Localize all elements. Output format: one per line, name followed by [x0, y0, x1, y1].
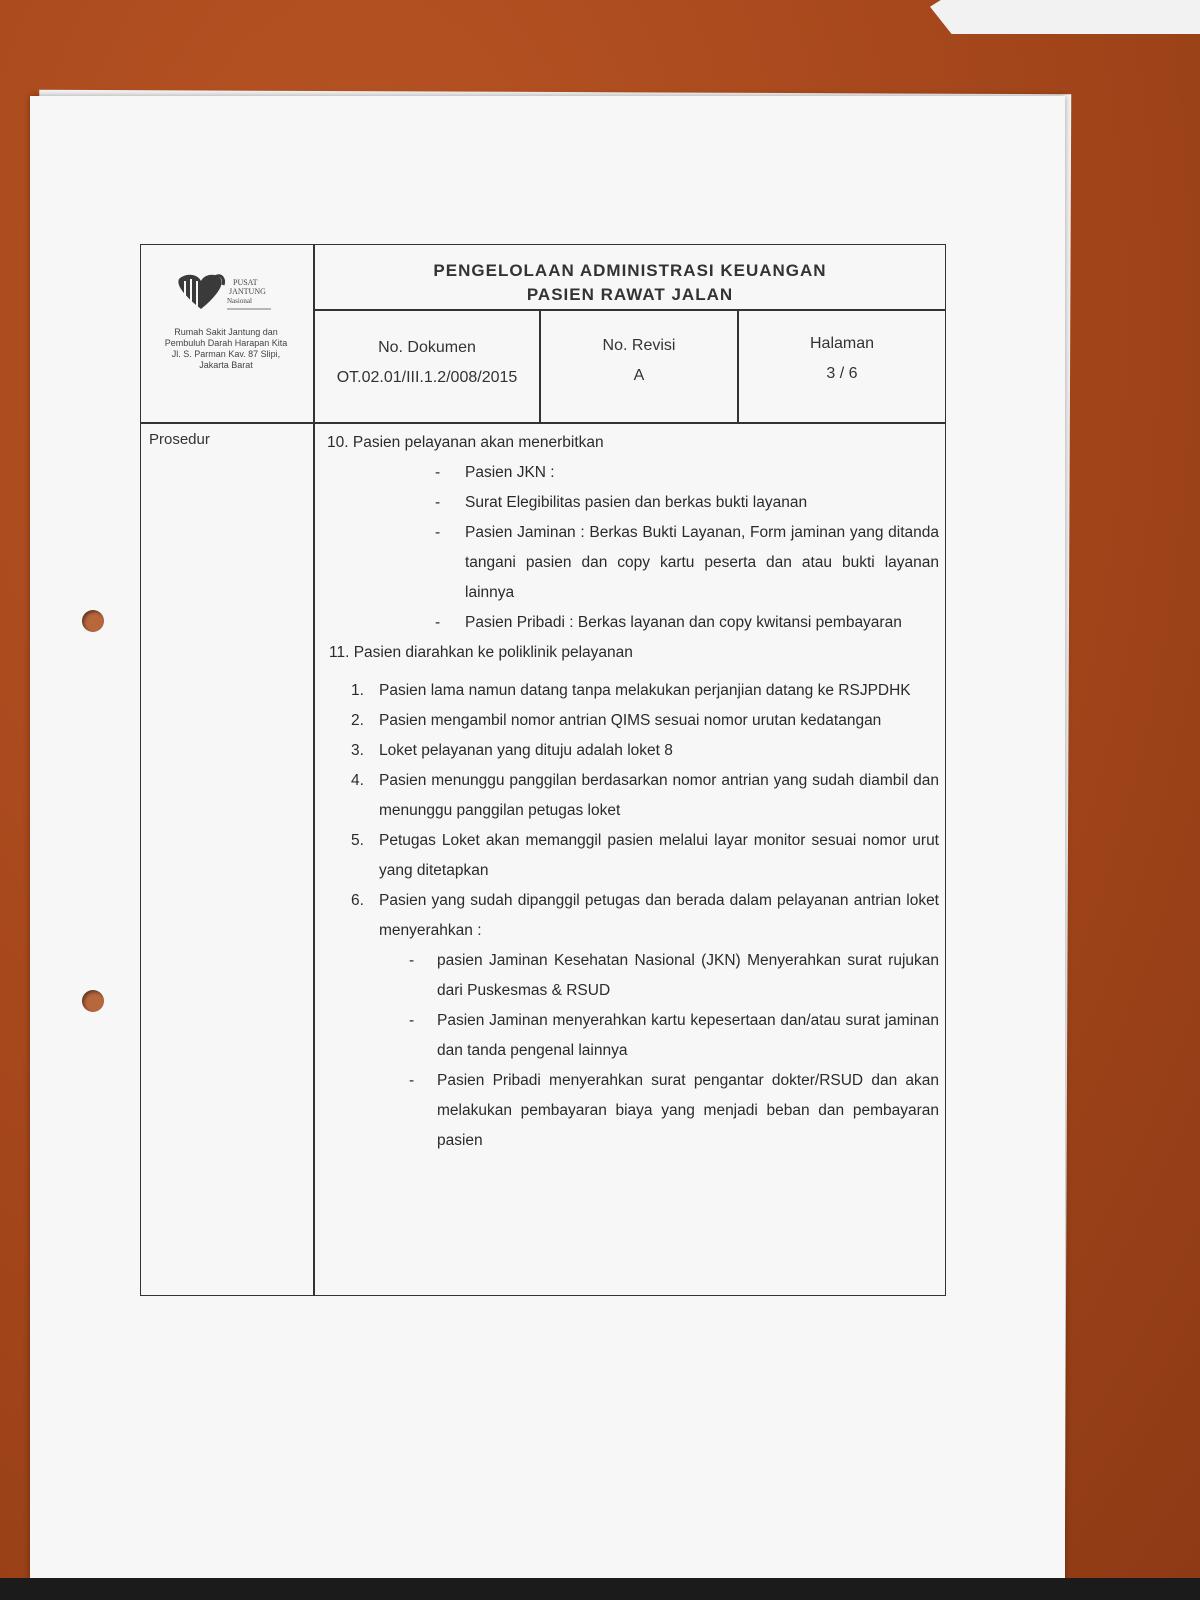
sub-item-number: 4.	[351, 772, 364, 789]
bullet-dash: -	[409, 1012, 415, 1029]
list-item	[327, 458, 939, 488]
paper-scrap	[930, 0, 1200, 34]
sub-item	[327, 706, 939, 736]
heart-logo-icon	[171, 271, 281, 315]
bullet-dash: -	[435, 524, 441, 541]
sub-item	[327, 676, 939, 706]
hospital-logo-cell	[151, 253, 301, 421]
no-dokumen-value: OT.02.01/III.1.2/008/2015	[336, 369, 518, 386]
procedure-content	[327, 428, 939, 1156]
sub-item-text: Petugas Loket akan memanggil pasien melalui layar monitor sesuai nomor urut yang ditetapkan	[379, 832, 939, 879]
hospital-address	[151, 327, 301, 371]
list-item	[327, 1066, 939, 1156]
logo-text-pusat: PUSAT	[233, 278, 258, 287]
sub-item-text: Pasien mengambil nomor antrian QIMS sesuai nomor urutan kedatangan	[379, 712, 882, 729]
bullet-text: Pasien Jaminan : Berkas Bukti Layanan, Form jaminan yang ditanda tangani pasien dan copy kartu peserta dan atau bukti layanan lainnya	[465, 524, 939, 601]
sop-table	[140, 244, 946, 1296]
sub-item-number: 3.	[351, 742, 364, 759]
hospital-name-line: Rumah Sakit Jantung dan	[174, 327, 278, 337]
sub-item-text: Pasien yang sudah dipanggil petugas dan berada dalam pelayanan antrian loket menyerahkan :	[379, 892, 939, 939]
item-11	[327, 638, 939, 668]
list-item	[327, 946, 939, 1006]
list-item	[327, 488, 939, 518]
column-divider	[313, 245, 315, 1295]
no-dokumen-label: No. Dokumen	[378, 339, 476, 356]
list-item	[327, 518, 939, 608]
sub-item	[327, 736, 939, 766]
hospital-address-line: Jl. S. Parman Kav. 87 Slipi,	[171, 349, 281, 359]
title-line-1: PENGELOLAAN ADMINISTRASI KEUANGAN	[433, 261, 827, 280]
bullet-text: Pasien Jaminan menyerahkan kartu kepesertaan dan/atau surat jaminan dan tanda pengenal lainnya	[437, 1012, 939, 1059]
bullet-dash: -	[435, 494, 441, 511]
bullet-text: Pasien Pribadi : Berkas layanan dan copy kwitansi pembayaran	[465, 614, 902, 631]
sub-item-number: 1.	[351, 682, 364, 699]
sub-item-number: 6.	[351, 892, 364, 909]
list-item	[327, 608, 939, 638]
logo-text-jantung: JANTUNG	[229, 287, 266, 296]
no-revisi-value: A	[633, 367, 645, 384]
column-divider	[539, 309, 541, 423]
sub-item-number: 2.	[351, 712, 364, 729]
bullet-text: Pasien JKN :	[465, 464, 555, 481]
logo-text-nasional: Nasional	[227, 297, 252, 305]
bullet-dash: -	[409, 952, 415, 969]
title-line-2: PASIEN RAWAT JALAN	[526, 285, 734, 304]
sub-item-number: 5.	[351, 832, 364, 849]
row-divider	[141, 422, 945, 424]
sub-list	[327, 676, 939, 1156]
desk-edge	[0, 1578, 1200, 1600]
item-text: Pasien pelayanan akan menerbitkan	[352, 434, 604, 451]
bullet-dash: -	[435, 614, 441, 631]
item-number: 11.	[329, 644, 350, 661]
bullet-text: pasien Jaminan Kesehatan Nasional (JKN) Menyerahkan surat rujukan dari Puskesmas & RSUD	[437, 952, 939, 999]
document-title	[315, 259, 945, 307]
punch-hole	[82, 990, 104, 1012]
section-label-prosedur: Prosedur	[149, 431, 210, 448]
sub-item-text: Pasien lama namun datang tanpa melakukan perjanjian datang ke RSJPDHK	[379, 682, 911, 699]
row-divider	[313, 309, 945, 311]
sub-item	[327, 826, 939, 886]
hospital-city-line: Jakarta Barat	[199, 360, 253, 370]
sub-item-text: Loket pelayanan yang dituju adalah loket 8	[379, 742, 673, 759]
document-page	[30, 96, 1065, 1584]
sub-item	[327, 766, 939, 826]
item-number: 10.	[327, 434, 349, 451]
bullet-dash: -	[435, 464, 441, 481]
halaman-value: 3 / 6	[826, 365, 858, 382]
punch-hole	[82, 610, 104, 632]
sub-item-text: Pasien menunggu panggilan berdasarkan nomor antrian yang sudah diambil dan menunggu panggilan petugas loket	[379, 772, 939, 819]
hospital-name-line: Pembuluh Darah Harapan Kita	[164, 338, 288, 348]
bullet-text: Pasien Pribadi menyerahkan surat pengantar dokter/RSUD dan akan melakukan pembayaran biaya yang menjadi beban dan pembayaran pasien	[437, 1072, 939, 1149]
halaman-label: Halaman	[809, 335, 875, 352]
list-item	[327, 1006, 939, 1066]
bullet-dash: -	[409, 1072, 415, 1089]
item-text: Pasien diarahkan ke poliklinik pelayanan	[353, 644, 633, 661]
sub-item	[327, 886, 939, 946]
bullet-text: Surat Elegibilitas pasien dan berkas bukti layanan	[465, 494, 808, 511]
item-10	[327, 428, 939, 458]
no-revisi-label: No. Revisi	[602, 337, 676, 354]
